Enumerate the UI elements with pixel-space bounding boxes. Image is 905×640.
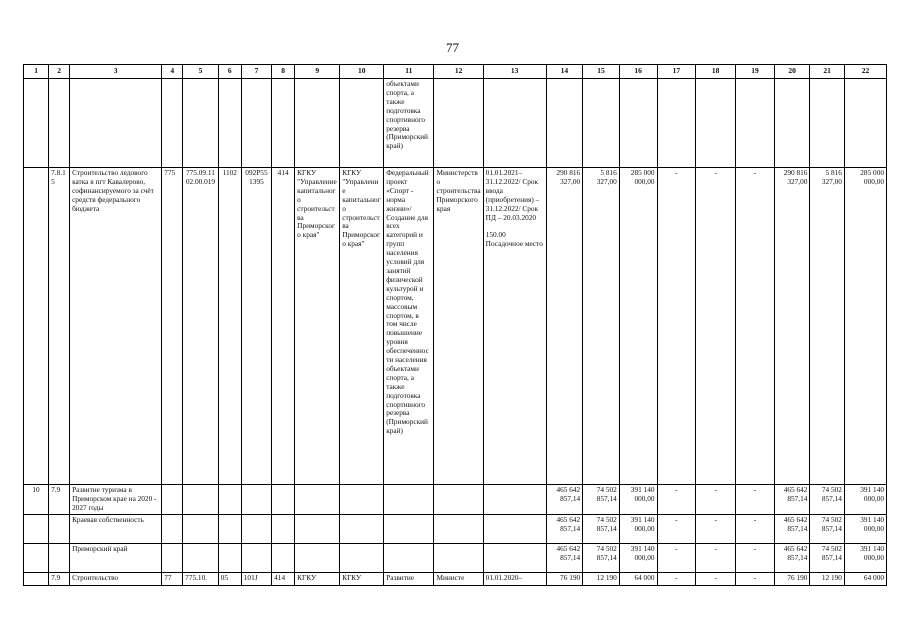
table-cell: 01.01.2020–	[483, 572, 546, 585]
table-cell	[241, 79, 271, 168]
table-cell: 465 642 857,14	[774, 543, 810, 572]
table-cell: 74 502 857,14	[810, 543, 845, 572]
table-cell: -	[657, 168, 696, 485]
table-cell	[736, 79, 775, 168]
table-cell: 465 642 857,14	[546, 543, 583, 572]
table-cell	[434, 79, 483, 168]
table-cell: 285 000 000,00	[844, 168, 886, 485]
table-cell	[546, 79, 583, 168]
table-cell	[434, 485, 483, 515]
table-cell: 74 502 857,14	[583, 485, 620, 515]
table-cell: объектами спорта, а также подготовка спортивного резерва (Приморский край)	[384, 79, 434, 168]
column-header: 4	[162, 65, 183, 79]
table-cell	[162, 543, 183, 572]
table-cell	[696, 79, 736, 168]
table-cell	[24, 168, 49, 485]
table-cell: 391 140 000,00	[844, 514, 886, 543]
table-cell: 74 502 857,14	[810, 514, 845, 543]
table-cell: -	[696, 543, 736, 572]
column-header: 9	[295, 65, 340, 79]
table-cell	[162, 514, 183, 543]
table-cell	[272, 543, 295, 572]
table-cell	[272, 79, 295, 168]
column-header: 5	[183, 65, 219, 79]
table-cell: -	[736, 168, 775, 485]
column-header: 2	[49, 65, 70, 79]
table-cell	[384, 514, 434, 543]
table-cell	[272, 485, 295, 515]
table-cell	[340, 485, 384, 515]
table-cell: 01.01.2021–31.12.2022/ Срок ввода (приобретения) – 31.12.2022/ Срок ПД – 20.03.2020 150.00 Посадочное место	[483, 168, 546, 485]
table-row	[24, 514, 887, 543]
table-cell	[483, 514, 546, 543]
table-cell: Краевая собственность	[70, 514, 162, 543]
table-cell	[340, 514, 384, 543]
table-cell	[295, 79, 340, 168]
table-cell	[844, 79, 886, 168]
table-cell: 05	[218, 572, 241, 585]
table-cell: 74 502 857,14	[810, 485, 845, 515]
column-header: 11	[384, 65, 434, 79]
table-cell: -	[696, 572, 736, 585]
table-cell: 7.9	[49, 485, 70, 515]
table-cell	[384, 485, 434, 515]
table-cell	[295, 485, 340, 515]
table-cell: 391 140 000,00	[844, 543, 886, 572]
table-row	[24, 168, 887, 485]
table-cell	[218, 485, 241, 515]
column-header: 6	[218, 65, 241, 79]
table-cell	[295, 543, 340, 572]
table-cell	[272, 514, 295, 543]
table-cell	[24, 514, 49, 543]
table-cell: 5 816 327,00	[583, 168, 620, 485]
table-cell	[583, 79, 620, 168]
table-cell: 77	[162, 572, 183, 585]
table-cell: -	[736, 572, 775, 585]
header-row	[24, 65, 887, 79]
table-cell: 7.9	[49, 572, 70, 585]
column-header: 22	[844, 65, 886, 79]
table-cell: Строительство ледового катка в пгт Кавалерово, софинансируемого за счёт средств федерального бюджета	[70, 168, 162, 485]
table-cell: 12 190	[583, 572, 620, 585]
table-cell	[774, 79, 810, 168]
table-cell: 12 190	[810, 572, 845, 585]
table-cell: 465 642 857,14	[546, 485, 583, 515]
table-cell	[340, 543, 384, 572]
table-cell: -	[696, 485, 736, 515]
table-cell	[483, 79, 546, 168]
table-cell	[657, 79, 696, 168]
table-cell	[49, 79, 70, 168]
table-cell: 10	[24, 485, 49, 515]
table-cell: 64 000	[619, 572, 657, 585]
column-header: 1	[24, 65, 49, 79]
table-cell: Строительство	[70, 572, 162, 585]
table-cell	[241, 514, 271, 543]
table-cell: -	[736, 514, 775, 543]
table-cell	[49, 514, 70, 543]
table-cell	[162, 79, 183, 168]
table-cell: Федеральный проект «Спорт - норма жизни»/Создание для всех категорий и групп населения условий для занятий физической культурой и спортом, массовым спортом, в том числе повышение уровня обеспеченности населения объектами спорта, а также подготовка спортивного резерва (Приморский край)	[384, 168, 434, 485]
table-cell: 5 816 327,00	[810, 168, 845, 485]
table-cell: Приморский край	[70, 543, 162, 572]
table-cell	[434, 543, 483, 572]
table-cell	[218, 543, 241, 572]
table-cell: КГКУ "Управление капитального строительства Приморского края"	[340, 168, 384, 485]
table-cell: -	[736, 485, 775, 515]
table-cell	[241, 543, 271, 572]
column-header: 19	[736, 65, 775, 79]
column-header: 16	[619, 65, 657, 79]
table-cell: -	[657, 485, 696, 515]
table-cell: 775.10.	[183, 572, 219, 585]
column-header: 12	[434, 65, 483, 79]
table-cell: КГКУ	[340, 572, 384, 585]
table-cell	[218, 514, 241, 543]
table-cell	[241, 485, 271, 515]
page-number: 77	[446, 40, 459, 55]
column-header: 13	[483, 65, 546, 79]
table-cell: 391 140 000,00	[619, 543, 657, 572]
table-cell	[24, 79, 49, 168]
column-header: 18	[696, 65, 736, 79]
table-cell	[434, 514, 483, 543]
table-cell: -	[657, 572, 696, 585]
table-cell	[70, 79, 162, 168]
table-cell: 76 190	[546, 572, 583, 585]
column-header: 21	[810, 65, 845, 79]
table-cell	[810, 79, 845, 168]
table-cell: 74 502 857,14	[583, 543, 620, 572]
table-cell: Развитие	[384, 572, 434, 585]
table-cell: 391 140 000,00	[619, 514, 657, 543]
table-cell: -	[696, 168, 736, 485]
table-cell	[483, 485, 546, 515]
column-header: 10	[340, 65, 384, 79]
table-cell: 285 000 000,00	[619, 168, 657, 485]
table-cell	[384, 543, 434, 572]
table-cell	[483, 543, 546, 572]
table-cell: 391 140 000,00	[619, 485, 657, 515]
column-header: 20	[774, 65, 810, 79]
table-cell: -	[657, 514, 696, 543]
table-cell: 1102	[218, 168, 241, 485]
table-cell: 465 642 857,14	[546, 514, 583, 543]
column-header: 3	[70, 65, 162, 79]
table-cell: 465 642 857,14	[774, 514, 810, 543]
table-row	[24, 79, 887, 168]
table-cell	[340, 79, 384, 168]
table-cell	[183, 514, 219, 543]
table-cell: 76 190	[774, 572, 810, 585]
table-cell: 414	[272, 168, 295, 485]
table-row	[24, 572, 887, 585]
column-header: 14	[546, 65, 583, 79]
table-cell: 775	[162, 168, 183, 485]
table-cell: Министе	[434, 572, 483, 585]
table-cell: -	[736, 543, 775, 572]
table-cell	[162, 485, 183, 515]
table-cell	[183, 79, 219, 168]
column-header: 17	[657, 65, 696, 79]
table-cell	[24, 543, 49, 572]
table-cell: КГКУ	[295, 572, 340, 585]
table-cell: 290 816 327,00	[546, 168, 583, 485]
table-cell: 092P551395	[241, 168, 271, 485]
table-cell: Развитие туризма в Приморском крае на 2020 - 2027 годы	[70, 485, 162, 515]
table-cell	[24, 572, 49, 585]
table-cell: 465 642 857,14	[774, 485, 810, 515]
table-cell: 391 140 000,00	[844, 485, 886, 515]
table-cell: Министерство строительства Приморского края	[434, 168, 483, 485]
table-cell	[183, 543, 219, 572]
table-row	[24, 485, 887, 515]
table-cell: 7.8.15	[49, 168, 70, 485]
table-cell	[295, 514, 340, 543]
table-cell: -	[657, 543, 696, 572]
table-row	[24, 543, 887, 572]
table-cell: КГКУ "Управление капитального строительства Приморского края"	[295, 168, 340, 485]
table-cell	[218, 79, 241, 168]
table-cell: 290 816 327,00	[774, 168, 810, 485]
column-header: 8	[272, 65, 295, 79]
table-cell: 414	[272, 572, 295, 585]
column-header: 15	[583, 65, 620, 79]
table-cell: 74 502 857,14	[583, 514, 620, 543]
budget-table	[23, 64, 887, 586]
column-header: 7	[241, 65, 271, 79]
table-cell: -	[696, 514, 736, 543]
table-cell	[619, 79, 657, 168]
table-cell	[183, 485, 219, 515]
table-cell: 64 000	[844, 572, 886, 585]
table-cell	[49, 543, 70, 572]
table-cell: 775.09.1102.00.019	[183, 168, 219, 485]
table-cell: 101J	[241, 572, 271, 585]
